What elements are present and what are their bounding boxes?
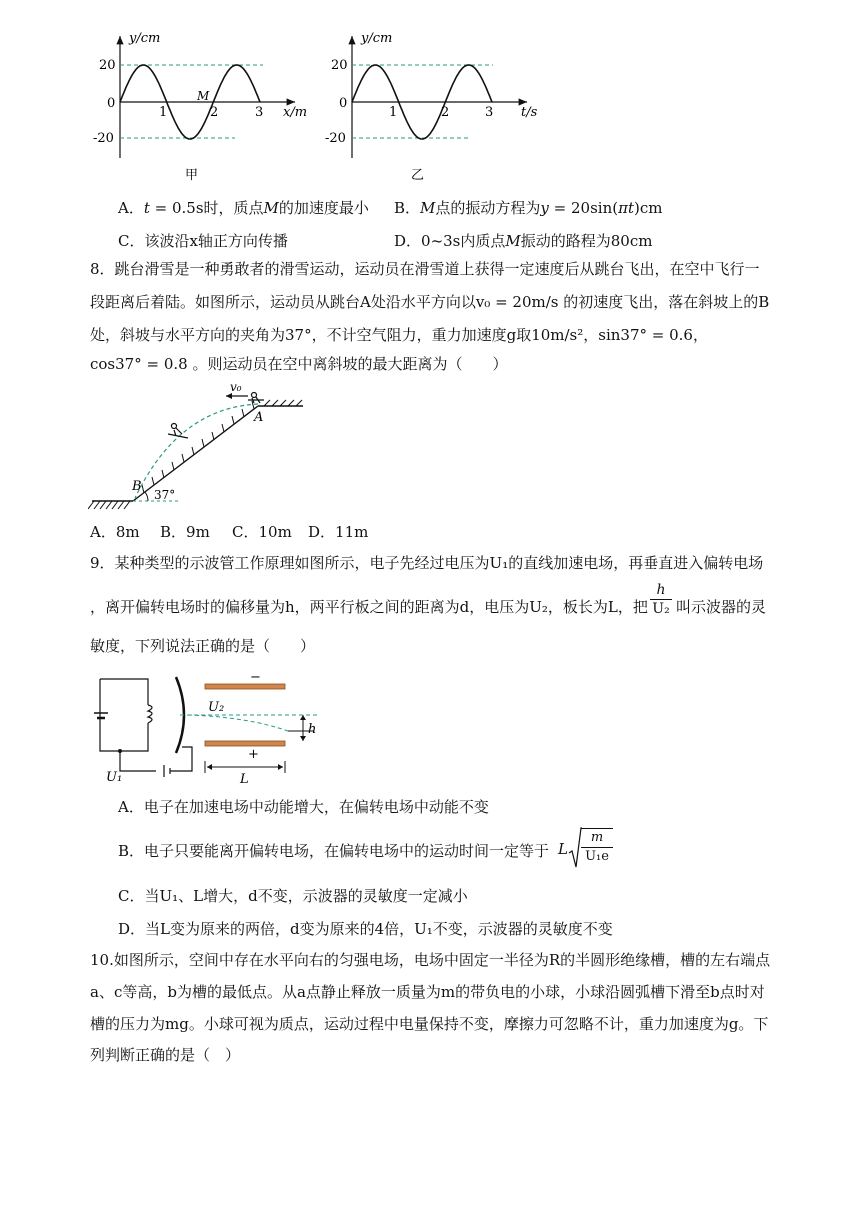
y-tick-neg20: -20 (325, 131, 346, 146)
plus-sign: + (248, 747, 259, 762)
graph-caption: 乙 (411, 168, 425, 183)
platform-hatch (264, 400, 302, 406)
q9-stem-line2: ，离开偏转电场时的偏移量为h，两平行板之间的距离为d，电压为U₂，板长为L，把 (90, 598, 648, 616)
y-tick-20: 20 (331, 58, 348, 73)
q10-stem-line3: 槽的压力为mg。小球可视为质点，运动过程中电量保持不变，摩擦力可忽略不计，重力加速度为g。下 (90, 1015, 769, 1033)
q8-stem-line3: 处，斜坡与水平方向的夹角为37°，不计空气阻力，重力加速度g取10m/s²，sin37° = 0.6， (90, 326, 708, 344)
q9-option-a[interactable]: A．电子在加速电场中动能增大，在偏转电场中动能不变 (118, 798, 489, 816)
q10-stem-line1: 10.如图所示，空间中存在水平向右的匀强电场，电场中固定一半径为R的半圆形绝缘槽，槽的左右端点 (90, 951, 771, 969)
y-tick-0: 0 (107, 96, 116, 111)
graph-yi (315, 28, 545, 188)
skier-at-a-icon (248, 393, 264, 404)
q9-option-b[interactable]: B．电子只要能离开偏转电场，在偏转电场中的运动时间一定等于 (118, 842, 550, 860)
q8-stem-line1: 8．跳台滑雪是一种勇敢者的滑雪运动，运动员在滑雪道上获得一定速度后从跳台飞出，在空中飞行一 (90, 260, 760, 278)
ground-hatch (88, 501, 130, 509)
heater-circuit (100, 679, 148, 751)
q8-option-c[interactable]: C．10m (232, 523, 292, 541)
q10-stem-line2: a、c等高，b为槽的最低点。从a点静止释放一质量为m的带负电的小球，小球沿圆弧槽下滑至b点时对 (90, 983, 765, 1001)
q9-sensitivity-fraction: h U₂ (650, 581, 672, 618)
lower-plate (205, 741, 285, 746)
x-tick-3: 3 (255, 105, 264, 120)
sqrt-sign-icon (568, 827, 582, 871)
x-tick-2: 2 (210, 105, 219, 120)
electron-path (188, 715, 288, 731)
x-tick-1: 1 (159, 105, 168, 120)
l-label: L (240, 772, 249, 787)
u1-label: U₁ (106, 770, 123, 785)
q8-option-a[interactable]: A．8m (90, 523, 140, 541)
q9-stem-line1: 9．某种类型的示波管工作原理如图所示，电子先经过电压为U₁的直线加速电场，再垂直进入偏转电场 (90, 554, 764, 572)
q10-stem-line4: 列判断正确的是（ ） (90, 1046, 241, 1064)
graph-caption: 甲 (185, 168, 199, 183)
q8-option-b[interactable]: B．9m (160, 523, 210, 541)
q7-option-a[interactable]: A．t = 0.5s时，质点M的加速度最小 (118, 199, 369, 217)
y-axis-label: y/cm (361, 31, 393, 46)
q9-stem-line3: 敏度，下列说法正确的是（ ） (90, 637, 316, 655)
q9-stem-line2-end: 叫示波器的灵 (676, 598, 767, 616)
y-tick-20: 20 (99, 58, 116, 73)
q8-option-d[interactable]: D．11m (308, 523, 369, 541)
minus-sign: − (250, 670, 261, 685)
q8-stem-line4: cos37° = 0.8 。则运动员在空中离斜坡的最大距离为（ ） (90, 355, 508, 373)
angle-arc (145, 492, 148, 501)
q7-option-d[interactable]: D．0~3s内质点M振动的路程为80cm (394, 232, 653, 250)
graph-jia (85, 28, 315, 188)
x-tick-2: 2 (441, 105, 450, 120)
u2-label: U₂ (208, 700, 225, 715)
y-tick-neg20: -20 (93, 131, 114, 146)
q9-option-c[interactable]: C．当U₁、L增大，d不变，示波器的灵敏度一定减小 (118, 887, 468, 905)
q7-option-c[interactable]: C．该波沿x轴正方向传播 (118, 232, 288, 250)
x-axis-label: x/m (283, 105, 308, 120)
junction-dot (118, 749, 122, 753)
point-a-label: A (254, 410, 264, 425)
y-tick-0: 0 (339, 96, 348, 111)
q9-figure-oscilloscope (88, 665, 328, 790)
filament-coil-icon (148, 705, 152, 723)
point-b-label: B (132, 479, 142, 494)
q8-figure-ski-slope (88, 378, 318, 513)
upper-plate (205, 684, 285, 689)
x-axis-label: t/s (521, 105, 538, 120)
q7-option-b[interactable]: B．M点的振动方程为y = 20sin(πt)cm (394, 199, 663, 217)
y-axis-label: y/cm (129, 31, 161, 46)
point-m-label: M (197, 89, 210, 103)
angle-label: 37° (154, 488, 176, 502)
slope-hatch (142, 401, 254, 493)
x-tick-1: 1 (389, 105, 398, 120)
x-tick-3: 3 (485, 105, 494, 120)
h-label: h (308, 722, 317, 737)
q9-option-d[interactable]: D．当L变为原来的两倍，d变为原来的4倍，U₁不变，示波器的灵敏度不变 (118, 920, 613, 938)
q8-stem-line2: 段距离后着陆。如图所示，运动员从跳台A处沿水平方向以v₀ = 20m/s 的初速度飞出，落在斜坡上的B (90, 293, 770, 311)
v0-label: v₀ (230, 380, 242, 394)
slope-line (133, 406, 258, 501)
